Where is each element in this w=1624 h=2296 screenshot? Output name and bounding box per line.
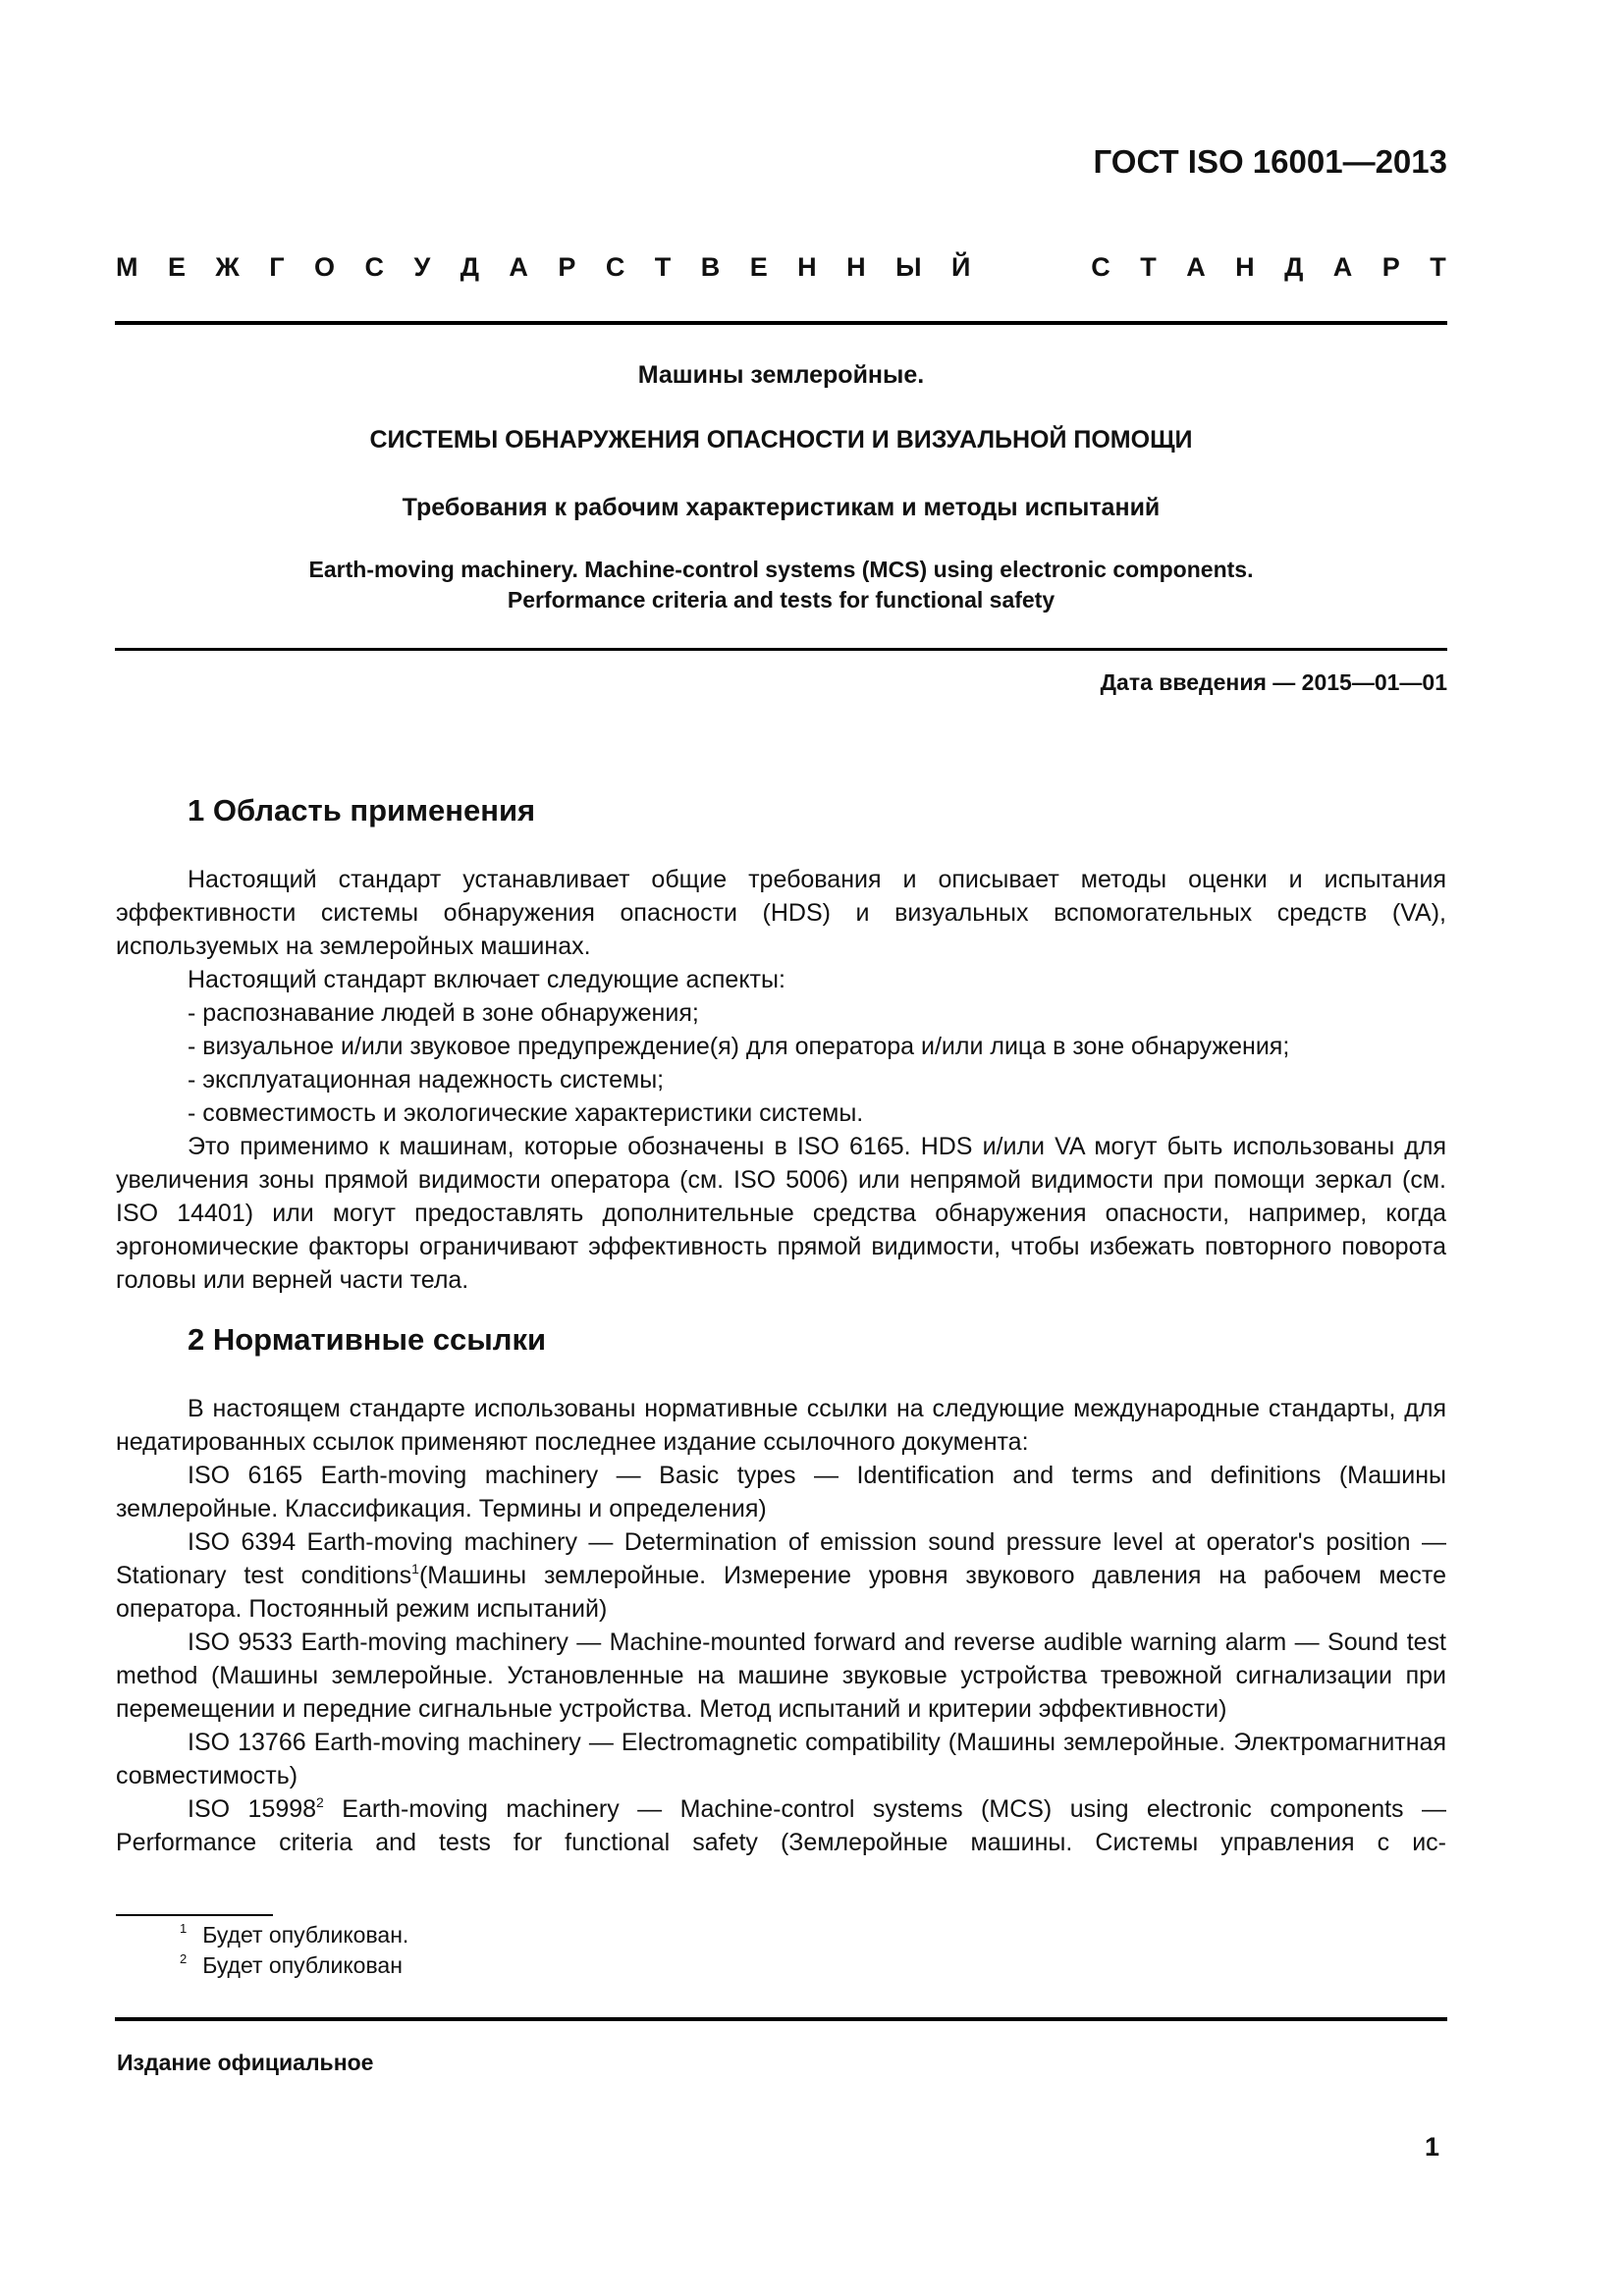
banner-letter: Д <box>1284 252 1304 282</box>
banner-letter: Н <box>846 252 866 282</box>
reference-iso-15998 <box>116 1792 1446 1859</box>
banner-letter: А <box>1186 252 1206 282</box>
banner-letter: Е <box>749 252 768 282</box>
banner-letter: Т <box>1430 252 1446 282</box>
english-title-line-1: Earth-moving machinery. Machine-control systems (MCS) using electronic components. <box>308 557 1254 582</box>
banner-letter: Н <box>1235 252 1255 282</box>
banner-letter: Т <box>1140 252 1157 282</box>
reference-iso-9533: ISO 9533 Earth-moving machinery — Machine-mounted forward and reverse audible warning alarm — Sound test method (Машины землеройные. Установленные на машине звуковые устройства тревожной сигнализации при перемещении и передние сигнальные устройства. Метод испытаний и критерии эффективности) <box>116 1629 1446 1723</box>
header-rule <box>115 321 1447 325</box>
banner-letter: А <box>1332 252 1353 282</box>
section-2-body <box>116 1392 1446 1859</box>
banner-letter: Д <box>460 252 479 282</box>
banner-letter: Е <box>167 252 186 282</box>
page-number: 1 <box>1424 2132 1439 2162</box>
banner-letter: У <box>413 252 431 282</box>
list-item: - визуальное и/или звуковое предупреждение(я) для оператора и/или лица в зоне обнаружения; <box>188 1033 1290 1060</box>
footnote-mark: 2 <box>180 1951 188 1966</box>
banner-letter: С <box>605 252 625 282</box>
section-1-heading: 1 Область применения <box>188 793 536 828</box>
english-title-line-2: Performance criteria and tests for functional safety <box>507 587 1056 613</box>
footnote-text: Будет опубликован <box>202 1952 403 1978</box>
document-id: ГОСТ ISO 16001—2013 <box>1093 143 1447 180</box>
banner-letter: Р <box>1381 252 1400 282</box>
banner-letter: Н <box>797 252 817 282</box>
footnote-mark: 2 <box>316 1794 324 1810</box>
footnote-text: Будет опубликован. <box>202 1922 409 1948</box>
reference-iso-6394-text: ISO 6394 Earth-moving machinery — Determination of emission sound pressure level at operator's position — Stationary test conditions <box>116 1528 1446 1589</box>
section-1-paragraph-3: Это применимо к машинам, которые обозначены в ISO 6165. HDS и/или VA могут быть использованы для увеличения зоны прямой видимости оператора (см. ISO 5006) или непрямой видимости при помощи зеркал (см. ISO 14401) или могут предоставлять дополнительные средства обнаружения опасности, например, когда эргономические факторы ограничивают эффективность прямой видимости, чтобы избежать повторного поворота головы или верней части тела. <box>116 1133 1446 1294</box>
official-edition-label: Издание официальное <box>117 2050 374 2075</box>
section-1-body <box>116 863 1446 1297</box>
reference-iso-15998-text: Earth-moving machinery — Machine-control systems (MCS) using electronic components — Performance criteria and tests for functional safety (Землеройные машины. Системы управления с ис- <box>116 1795 1447 1856</box>
footnote-rule <box>116 1914 273 1916</box>
banner-letter: Ы <box>895 252 922 282</box>
section-1-paragraph-2: Настоящий стандарт включает следующие аспекты: <box>188 966 785 993</box>
title-line-3: Требования к рабочим характеристикам и методы испытаний <box>402 494 1161 521</box>
footnote-mark: 1 <box>180 1921 188 1936</box>
reference-iso-6394-translation: (Машины землеройные. Измерение уровня звукового давления на рабочем месте оператора. Постоянный режим испытаний) <box>116 1562 1446 1623</box>
reference-iso-13766: ISO 13766 Earth-moving machinery — Electromagnetic compatibility (Машины землеройные. Электромагнитная совместимость) <box>116 1729 1446 1789</box>
banner-letter: В <box>700 252 721 282</box>
list-item: - распознавание людей в зоне обнаружения; <box>188 999 699 1027</box>
footnote-mark: 1 <box>411 1561 419 1576</box>
introduction-date: Дата введения — 2015—01—01 <box>1100 669 1447 695</box>
banner-letter: Г <box>269 252 285 282</box>
list-item: - совместимость и экологические характеристики системы. <box>188 1099 864 1127</box>
section-2-heading: 2 Нормативные ссылки <box>188 1322 547 1357</box>
banner-letter: Т <box>654 252 672 282</box>
reference-iso-6394 <box>116 1525 1446 1626</box>
banner-gap <box>1001 252 1061 283</box>
reference-iso-15998-id: ISO 15998 <box>188 1795 317 1823</box>
banner-letter: О <box>314 252 336 282</box>
banner-letter: А <box>509 252 528 282</box>
list-item: - эксплуатационная надежность системы; <box>188 1066 665 1094</box>
banner-letter: Й <box>950 252 971 282</box>
banner-letter: С <box>364 252 385 282</box>
section-2-paragraph-1: В настоящем стандарте использованы нормативные ссылки на следующие международные стандарты, для недатированных ссылок применяют последнее издание ссылочного документа: <box>116 1395 1446 1456</box>
banner-letter: Р <box>558 252 576 282</box>
footnote-2 <box>180 1950 403 1981</box>
title-rule <box>115 648 1447 651</box>
footnote-1 <box>180 1920 408 1950</box>
footer-rule <box>115 2017 1447 2021</box>
banner-letter: М <box>116 252 138 282</box>
standard-banner <box>116 252 1446 283</box>
banner-letter: С <box>1091 252 1110 282</box>
banner-letter: Ж <box>215 252 240 282</box>
title-line-2: СИСТЕМЫ ОБНАРУЖЕНИЯ ОПАСНОСТИ И ВИЗУАЛЬНОЙ ПОМОЩИ <box>369 426 1193 454</box>
reference-iso-6165: ISO 6165 Earth-moving machinery — Basic types — Identification and terms and definitions (Машины землеройные. Классификация. Термины и определения) <box>116 1462 1446 1522</box>
title-line-1: Машины землеройные. <box>637 361 925 389</box>
section-1-paragraph-1: Настоящий стандарт устанавливает общие требования и описывает методы оценки и испытания эффективности системы обнаружения опасности (HDS) и визуальных вспомогательных средств (VA), используемых на землеройных машинах. <box>116 866 1446 960</box>
